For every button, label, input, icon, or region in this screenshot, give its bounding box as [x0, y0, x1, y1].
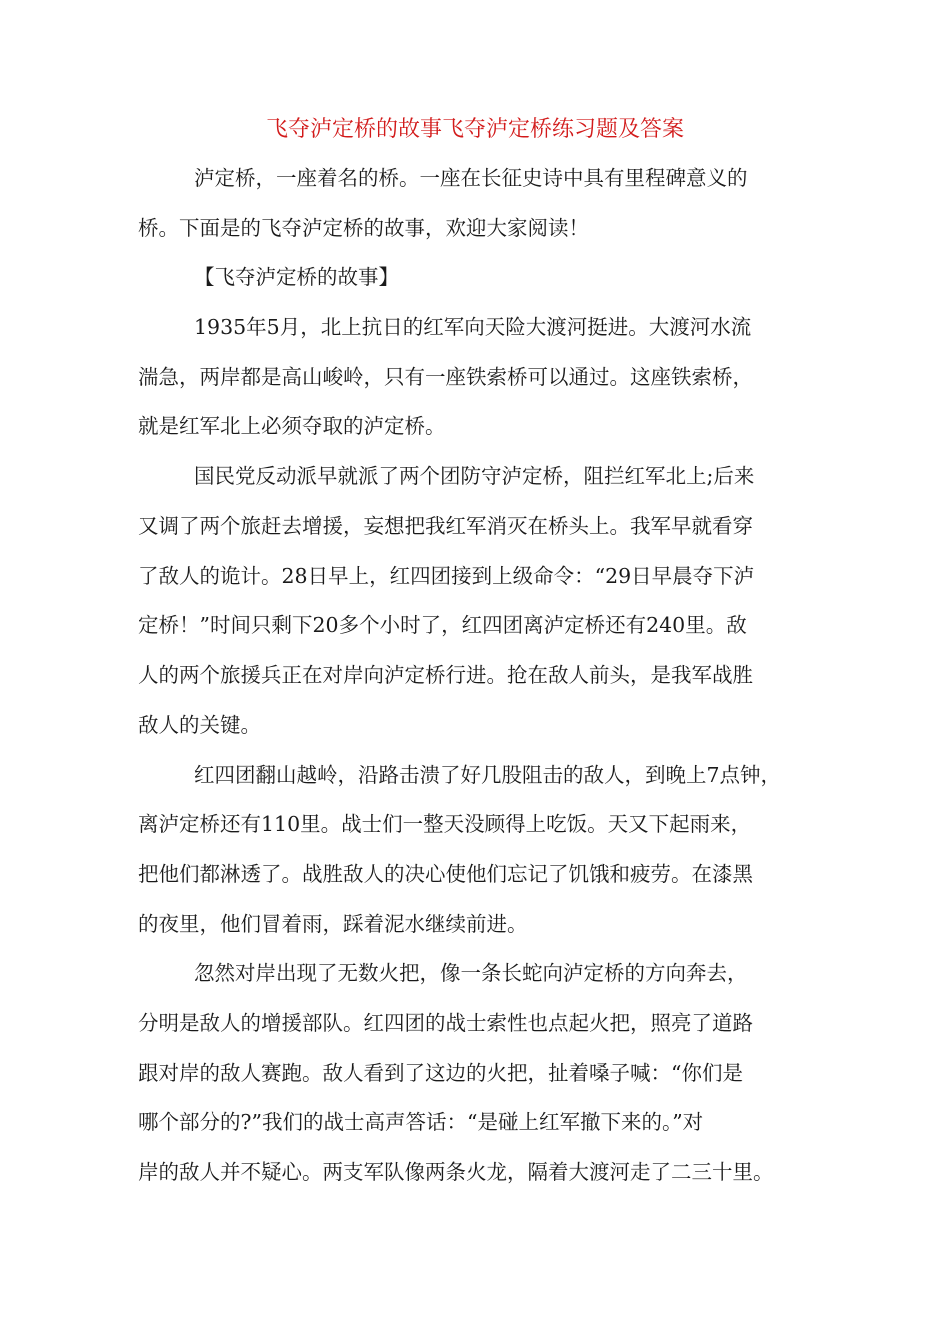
paragraph-line: 就是红军北上必须夺取的泸定桥。: [138, 414, 446, 438]
paragraph-line: 的夜里，他们冒着雨，踩着泥水继续前进。: [138, 912, 528, 936]
paragraph-line: 国民党反动派早就派了两个团防守泸定桥，阻拦红军北上;后来: [194, 464, 755, 488]
paragraph-line: 忽然对岸出现了无数火把，像一条长蛇向泸定桥的方向奔去，: [194, 961, 748, 985]
paragraph-line: 敌人的关键。: [138, 713, 261, 737]
paragraph-line: 桥。下面是的飞夺泸定桥的故事，欢迎大家阅读！: [138, 216, 589, 240]
paragraph-line: 分明是敌人的增援部队。红四团的战士索性也点起火把，照亮了道路: [138, 1011, 753, 1035]
paragraph-line: 人的两个旅援兵正在对岸向泸定桥行进。抢在敌人前头，是我军战胜: [138, 663, 753, 687]
paragraph-line: 红四团翻山越岭，沿路击溃了好几股阻击的敌人，到晚上7点钟，: [194, 763, 782, 787]
paragraph-line: 了敌人的诡计。28日早上，红四团接到上级命令：“29日早晨夺下泸: [138, 564, 755, 588]
paragraph-line: 离泸定桥还有110里。战士们一整天没顾得上吃饭。天又下起雨来，: [138, 812, 752, 836]
paragraph-line: 岸的敌人并不疑心。两支军队像两条火龙，隔着大渡河走了二三十里。: [138, 1160, 774, 1184]
paragraph-line: 跟对岸的敌人赛跑。敌人看到了这边的火把，扯着嗓子喊：“你们是: [138, 1061, 743, 1085]
paragraph-line: 湍急，两岸都是高山峻岭，只有一座铁索桥可以通过。这座铁索桥，: [138, 365, 753, 389]
paragraph-line: 哪个部分的?”我们的战士高声答话：“是碰上红军撤下来的。”对: [138, 1110, 704, 1134]
paragraph-line: 泸定桥，一座着名的桥。一座在长征史诗中具有里程碑意义的: [194, 166, 748, 190]
document-title: 飞夺泸定桥的故事飞夺泸定桥练习题及答案: [265, 117, 684, 142]
paragraph-line: 定桥！”时间只剩下20多个小时了，红四团离泸定桥还有240里。敌: [138, 613, 747, 637]
paragraph-line: 又调了两个旅赶去增援，妄想把我红军消灭在桥头上。我军早就看穿: [138, 514, 753, 538]
section-heading: 【飞夺泸定桥的故事】: [194, 265, 399, 289]
paragraph-line: 把他们都淋透了。战胜敌人的决心使他们忘记了饥饿和疲劳。在漆黑: [138, 862, 753, 886]
paragraph-line: 1935年5月，北上抗日的红军向天险大渡河挺进。大渡河水流: [194, 315, 752, 339]
